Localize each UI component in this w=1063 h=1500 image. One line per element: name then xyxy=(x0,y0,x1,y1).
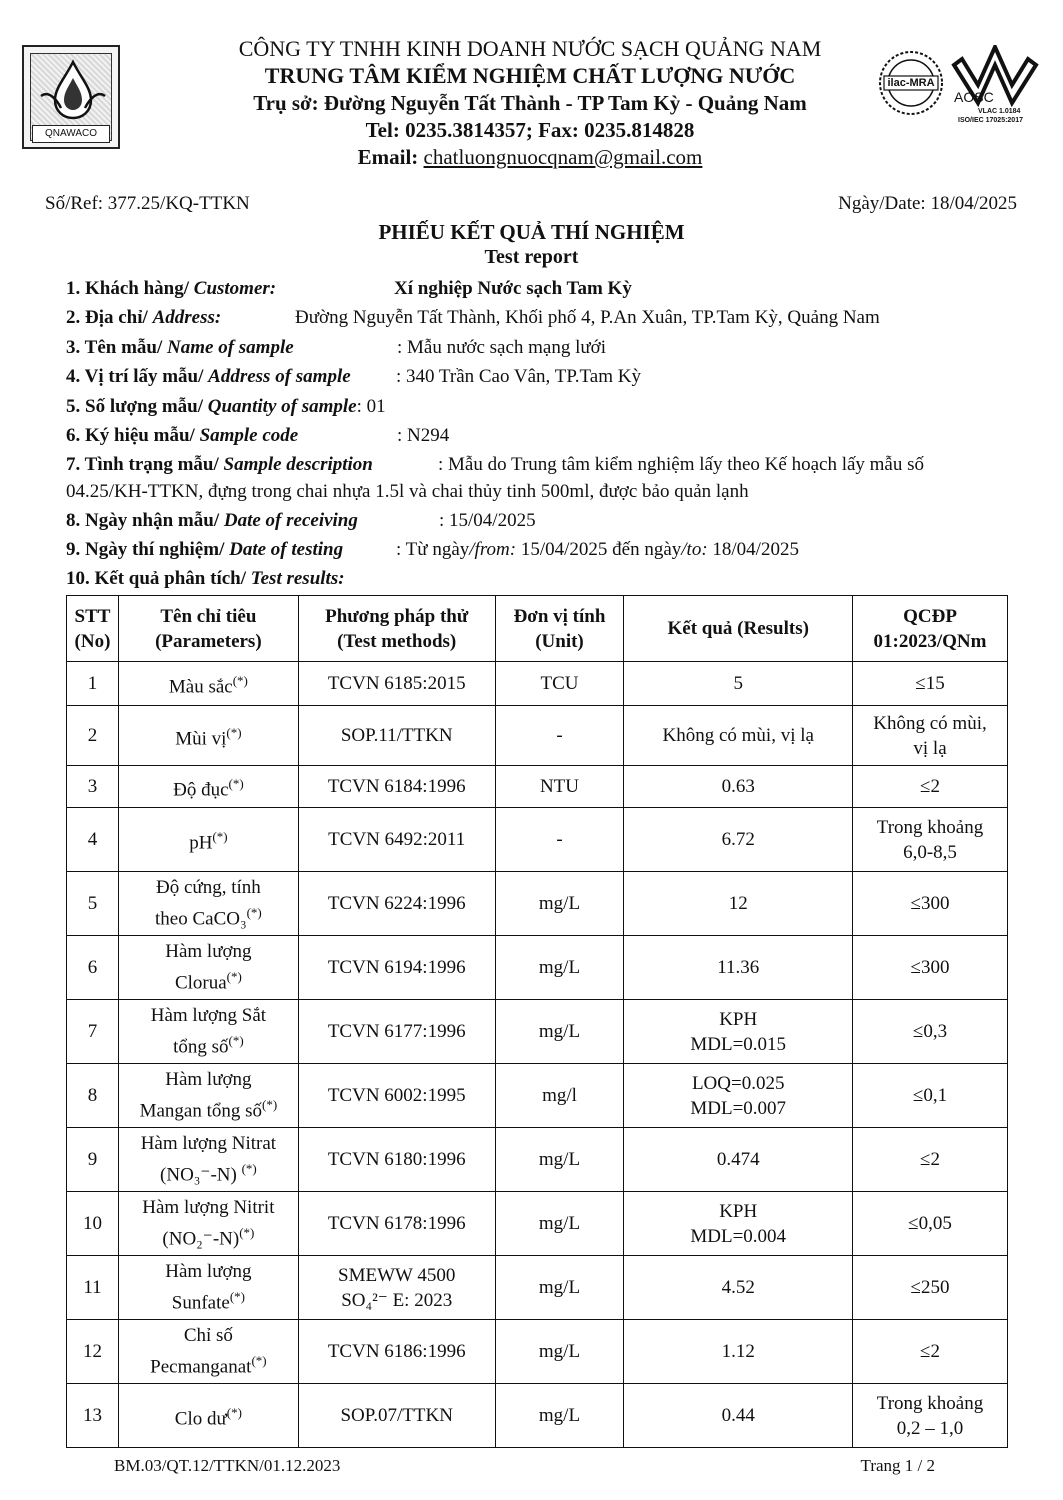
from-date: 15/04/2025 đến ngày xyxy=(516,539,682,560)
sample-address-value: : 340 Trần Cao Vân, TP.Tam Kỳ xyxy=(396,366,641,387)
header-text: STT xyxy=(74,605,111,627)
email-label: Email: xyxy=(357,145,424,169)
aosc-text: AOSC xyxy=(954,89,994,105)
report-title-en: Test report xyxy=(484,246,579,268)
cell-parameter-text: (*) xyxy=(232,672,248,688)
cell-method xyxy=(298,662,495,706)
cell-unit xyxy=(495,1192,624,1256)
table-row xyxy=(67,1192,1008,1256)
testing-date-label-en: Date of testing xyxy=(229,539,344,560)
cell-unit-text: NTU xyxy=(539,776,580,797)
cell-limit xyxy=(853,1256,1008,1320)
cell-result xyxy=(624,1384,853,1448)
cell-limit-text: ≤2 xyxy=(920,1149,940,1170)
customer-line xyxy=(66,278,632,300)
form-code: BM.03/QT.12/TTKN/01.12.2023 xyxy=(114,1456,341,1475)
cell-parameter-text: (*) xyxy=(228,775,244,791)
quantity-value: : 01 xyxy=(356,396,386,417)
cell-parameter-text: tổng số xyxy=(173,1036,229,1058)
cell-limit-text: Trong khoảng xyxy=(876,816,984,838)
quantity-line xyxy=(66,396,386,418)
customer-label: 1. Khách hàng/ xyxy=(66,278,194,299)
sample-name-label-en: Name of sample xyxy=(167,337,294,358)
email-line xyxy=(150,145,910,170)
table-row xyxy=(67,662,1008,706)
header-no xyxy=(67,596,119,662)
cell-parameter xyxy=(118,1064,298,1128)
cell-limit-text: ≤2 xyxy=(920,1341,940,1362)
cell-parameter-text: (*) xyxy=(229,1289,245,1305)
cell-parameter-text: (*) xyxy=(226,1404,242,1420)
cell-result xyxy=(624,1000,853,1064)
cell-parameter xyxy=(118,1384,298,1448)
cell-parameter-text: Clorua xyxy=(174,972,227,994)
cell-result-text: MDL=0.004 xyxy=(690,1225,787,1247)
header-methods xyxy=(298,596,495,662)
cell-parameter-text: (*) xyxy=(226,724,242,740)
cell-no xyxy=(67,1064,119,1128)
cell-parameter xyxy=(118,1000,298,1064)
address-label: 2. Địa chỉ/ xyxy=(66,307,153,328)
cell-result-text: Không có mùi, vị lạ xyxy=(662,725,814,746)
address-label-en: Address: xyxy=(152,307,222,328)
cell-unit-text: - xyxy=(556,725,563,746)
table-row xyxy=(67,706,1008,766)
header-text: Kết quả (Results) xyxy=(667,618,809,639)
cell-unit-text: - xyxy=(556,829,563,850)
cell-method xyxy=(298,766,495,808)
cell-no xyxy=(67,872,119,936)
cell-parameter xyxy=(118,1192,298,1256)
company-name: CÔNG TY TNHH KINH DOANH NƯỚC SẠCH QUẢNG NAM xyxy=(238,36,822,61)
receiving-date-line xyxy=(66,510,536,532)
address-value: Đường Nguyễn Tất Thành, Khối phố 4, P.An Xuân, TP.Tam Kỳ, Quảng Nam xyxy=(295,307,880,328)
ilac-text: ilac-MRA xyxy=(887,77,935,89)
receiving-date-label: 8. Ngày nhận mẫu/ xyxy=(66,510,224,531)
cell-method-text: SOP.11/TTKN xyxy=(340,725,453,746)
cell-unit xyxy=(495,936,624,1000)
cell-no xyxy=(67,1320,119,1384)
cell-unit-text: mg/L xyxy=(538,1149,581,1170)
cell-parameter xyxy=(118,1320,298,1384)
sample-description-cont: 04.25/KH-TTKN, đựng trong chai nhựa 1.5l và chai thủy tinh 500ml, được bảo quản lạnh xyxy=(66,481,749,502)
cell-result xyxy=(624,1320,853,1384)
table-row xyxy=(67,1256,1008,1320)
cell-unit-text: TCU xyxy=(540,673,579,694)
cell-result-text: LOQ=0.025 xyxy=(691,1072,785,1094)
cell-parameter-text: Sunfate xyxy=(171,1292,230,1314)
testing-date-label: 9. Ngày thí nghiệm/ xyxy=(66,539,230,560)
cell-result xyxy=(624,872,853,936)
cell-limit xyxy=(853,1384,1008,1448)
cell-parameter-text: Pecmanganat xyxy=(150,1356,252,1378)
from-prefix: : Từ ngày xyxy=(396,539,470,560)
cell-parameter-text: (NO₂⁻-N) xyxy=(162,1228,240,1250)
cell-no xyxy=(67,662,119,706)
cell-no xyxy=(67,808,119,872)
cell-no xyxy=(67,766,119,808)
cell-result xyxy=(624,766,853,808)
cell-parameter xyxy=(118,936,298,1000)
cell-unit-text: mg/L xyxy=(538,1341,581,1362)
cell-unit-text: mg/l xyxy=(542,1085,577,1106)
cell-limit-text: ≤0,05 xyxy=(908,1213,952,1234)
cell-parameter-text: Hàm lượng Nitrat xyxy=(140,1133,277,1155)
cell-no xyxy=(67,706,119,766)
cell-parameter xyxy=(118,872,298,936)
sample-description-label: 7. Tình trạng mẫu/ xyxy=(66,454,224,475)
cell-result-text: MDL=0.007 xyxy=(690,1097,787,1119)
address-line xyxy=(66,307,880,329)
cell-no xyxy=(67,936,119,1000)
cell-result-text: 0.474 xyxy=(716,1149,760,1170)
iso-text: ISO/IEC 17025:2017 xyxy=(958,117,1023,124)
receiving-date-label-en: Date of receiving xyxy=(223,510,358,531)
cell-result-text: 6.72 xyxy=(721,829,755,850)
cell-unit-text: mg/L xyxy=(538,1021,581,1042)
cell-limit-text: ≤300 xyxy=(910,957,950,978)
cell-no xyxy=(67,1384,119,1448)
cell-limit xyxy=(853,766,1008,808)
cell-method xyxy=(298,1000,495,1064)
cell-result xyxy=(624,1256,853,1320)
cell-unit xyxy=(495,1064,624,1128)
cell-result xyxy=(624,1128,853,1192)
cell-no-text: 5 xyxy=(87,893,98,914)
cell-result-text: 11.36 xyxy=(717,957,760,978)
table-row xyxy=(67,1128,1008,1192)
header-text: Phương pháp thử xyxy=(325,605,469,627)
cell-parameter-text: Hàm lượng xyxy=(165,1069,252,1091)
testing-date-line xyxy=(66,539,799,561)
cell-result xyxy=(624,706,853,766)
cell-method xyxy=(298,1128,495,1192)
cell-parameter-text: Chỉ số xyxy=(183,1325,233,1347)
cell-parameter-text: Mangan tổng số xyxy=(139,1100,263,1122)
cell-result-text: MDL=0.015 xyxy=(690,1033,787,1055)
cell-result xyxy=(624,808,853,872)
sample-code-label: 6. Ký hiệu mẫu/ xyxy=(66,425,200,446)
header-text: (Parameters) xyxy=(155,630,262,652)
to-label: /to: xyxy=(681,539,708,560)
cell-no-text: 12 xyxy=(82,1341,102,1362)
cell-parameter xyxy=(118,706,298,766)
table-row xyxy=(67,1064,1008,1128)
ref-number: Số/Ref: 377.25/KQ-TTKN xyxy=(45,193,250,214)
cell-limit-text: ≤250 xyxy=(910,1277,950,1298)
cell-result xyxy=(624,936,853,1000)
cell-parameter xyxy=(118,1128,298,1192)
header-standard xyxy=(853,596,1008,662)
cell-result-text: 0.63 xyxy=(721,776,755,797)
cell-limit-text: Không có mùi, xyxy=(873,712,987,734)
cell-unit-text: mg/L xyxy=(538,1213,581,1234)
company-logo xyxy=(22,45,120,149)
cell-method xyxy=(298,1256,495,1320)
cell-no-text: 1 xyxy=(87,673,98,694)
receiving-date-value: : 15/04/2025 xyxy=(439,510,536,531)
header-text: (Unit) xyxy=(535,630,584,652)
results-label: 10. Kết quả phân tích/ xyxy=(66,568,251,589)
table-row xyxy=(67,808,1008,872)
cell-limit xyxy=(853,1192,1008,1256)
cell-unit xyxy=(495,1128,624,1192)
header-results xyxy=(624,596,853,662)
cell-method xyxy=(298,706,495,766)
sample-name-label: 3. Tên mẫu/ xyxy=(66,337,168,358)
cell-parameter-text: (*) xyxy=(239,1225,255,1241)
cell-parameter xyxy=(118,766,298,808)
cell-limit-text: 0,2 – 1,0 xyxy=(896,1417,964,1439)
cell-limit-text: ≤0,3 xyxy=(912,1021,948,1042)
results-table xyxy=(66,595,1008,1448)
cell-parameter-text: Hàm lượng Nitrit xyxy=(142,1197,275,1219)
cell-limit xyxy=(853,1064,1008,1128)
head-office-address: Trụ sở: Đường Nguyễn Tất Thành - TP Tam Kỳ - Quảng Nam xyxy=(253,91,807,115)
cell-method xyxy=(298,936,495,1000)
cell-no-text: 11 xyxy=(83,1277,102,1298)
cell-limit-text: Trong khoảng xyxy=(876,1392,984,1414)
cell-limit xyxy=(853,1000,1008,1064)
cell-limit xyxy=(853,808,1008,872)
quantity-label: 5. Số lượng mẫu/ xyxy=(66,396,208,417)
cell-method-text: TCVN 6492:2011 xyxy=(328,829,466,850)
header-text: Đơn vị tính xyxy=(513,605,606,627)
customer-label-en: Customer: xyxy=(193,278,277,299)
sample-name-value: : Mẫu nước sạch mạng lưới xyxy=(397,337,607,358)
sample-code-line xyxy=(66,425,450,447)
table-row xyxy=(67,1320,1008,1384)
cell-unit xyxy=(495,1320,624,1384)
cell-limit-text: vị lạ xyxy=(913,737,947,759)
table-header-row xyxy=(67,596,1008,662)
sample-description-label-en: Sample description xyxy=(223,454,373,475)
header-unit xyxy=(495,596,624,662)
cell-parameter-text: pH xyxy=(189,832,213,854)
vlac-text: VLAC 1.0184 xyxy=(978,108,1021,115)
cell-parameter-text: (*) xyxy=(228,1033,244,1049)
cell-result-text: 4.52 xyxy=(721,1277,755,1298)
cell-no-text: 9 xyxy=(87,1149,98,1170)
to-date: 18/04/2025 xyxy=(707,539,799,560)
header-text: 01:2023/QNm xyxy=(873,630,987,652)
sample-address-line xyxy=(66,366,641,388)
table-row xyxy=(67,1000,1008,1064)
sample-address-label: 4. Vị trí lấy mẫu/ xyxy=(66,366,209,387)
logo-text: QNAWACO xyxy=(32,125,110,143)
cell-no-text: 4 xyxy=(87,829,98,850)
cell-parameter-text: theo CaCO₃ xyxy=(155,908,247,930)
cell-parameter-text: (*) xyxy=(251,1353,267,1369)
header-text: QCĐP xyxy=(903,605,957,627)
cell-unit-text: mg/L xyxy=(538,1405,581,1426)
cell-unit-text: mg/L xyxy=(538,893,581,914)
center-name: TRUNG TÂM KIỂM NGHIỆM CHẤT LƯỢNG NƯỚC xyxy=(264,63,796,88)
cell-parameter-text: Mùi vị xyxy=(175,728,227,750)
cell-no xyxy=(67,1128,119,1192)
quantity-label-en: Quantity of sample xyxy=(207,396,357,417)
cell-method xyxy=(298,1064,495,1128)
header-text: (Test methods) xyxy=(337,630,457,652)
email-link[interactable]: chatluongnuocqnam@gmail.com xyxy=(423,145,703,169)
cell-parameter-text: (*) xyxy=(226,969,242,985)
sample-code-label-en: Sample code xyxy=(199,425,299,446)
cell-parameter-text: (*) xyxy=(246,905,262,921)
cell-unit xyxy=(495,872,624,936)
cell-no xyxy=(67,1256,119,1320)
sample-description-value: : Mẫu do Trung tâm kiểm nghiệm lấy theo Kế hoạch lấy mẫu số xyxy=(438,454,925,475)
cell-result-text: 12 xyxy=(728,893,748,914)
cell-parameter-text: (*) xyxy=(212,828,228,844)
cell-no-text: 6 xyxy=(87,957,98,978)
sample-name-line xyxy=(66,337,607,359)
cell-result-text: 5 xyxy=(733,673,743,694)
cell-no xyxy=(67,1192,119,1256)
cell-parameter-text: (*) xyxy=(262,1097,278,1113)
results-heading xyxy=(66,568,345,590)
cell-limit xyxy=(853,872,1008,936)
cell-method-text: SOP.07/TTKN xyxy=(340,1405,453,1426)
cell-method-text: TCVN 6178:1996 xyxy=(327,1213,466,1234)
testing-date-value xyxy=(396,539,799,561)
report-title: PHIẾU KẾT QUẢ THÍ NGHIỆM xyxy=(378,220,685,244)
cell-parameter-text: Độ đục xyxy=(173,779,229,801)
table-body xyxy=(67,662,1008,1448)
cell-parameter-text: Hàm lượng xyxy=(165,941,252,963)
cell-method-text: TCVN 6224:1996 xyxy=(327,893,466,914)
cell-method-text: TCVN 6186:1996 xyxy=(327,1341,466,1362)
cell-limit xyxy=(853,936,1008,1000)
cell-result-text: KPH xyxy=(719,1200,758,1222)
cell-no-text: 10 xyxy=(82,1213,102,1234)
cell-unit xyxy=(495,1000,624,1064)
cell-unit xyxy=(495,1384,624,1448)
cell-result xyxy=(624,1064,853,1128)
cell-parameter-text: (NO₃⁻-N) xyxy=(160,1164,242,1186)
cell-limit xyxy=(853,1128,1008,1192)
sample-code-value: : N294 xyxy=(397,425,450,446)
cell-method xyxy=(298,1384,495,1448)
cell-unit xyxy=(495,766,624,808)
from-label: /from: xyxy=(469,539,517,560)
cell-method-text: TCVN 6194:1996 xyxy=(327,957,466,978)
results-label-en: Test results: xyxy=(250,568,345,589)
water-drop-icon xyxy=(31,56,115,126)
cell-parameter-text: Màu sắc xyxy=(168,676,233,698)
table-row xyxy=(67,1384,1008,1448)
cell-method-text: TCVN 6002:1995 xyxy=(327,1085,466,1106)
cell-parameter-text: Hàm lượng xyxy=(165,1261,252,1283)
cell-limit-text: ≤0,1 xyxy=(912,1085,948,1106)
cell-method-text: TCVN 6177:1996 xyxy=(327,1021,466,1042)
cell-method xyxy=(298,1320,495,1384)
sample-description-line xyxy=(66,454,925,476)
cell-method-text: SO₄²⁻ E: 2023 xyxy=(341,1289,453,1311)
cell-result xyxy=(624,1192,853,1256)
cell-method-text: TCVN 6180:1996 xyxy=(327,1149,466,1170)
cell-no-text: 2 xyxy=(87,725,98,746)
cell-no-text: 13 xyxy=(82,1405,102,1426)
cell-method-text: TCVN 6184:1996 xyxy=(327,776,466,797)
cell-result-text: KPH xyxy=(719,1008,758,1030)
report-date: Ngày/Date: 18/04/2025 xyxy=(838,193,1017,214)
cell-parameter-text: (*) xyxy=(241,1161,257,1177)
cell-limit-text: ≤2 xyxy=(920,776,940,797)
cell-limit-text: ≤15 xyxy=(915,673,945,694)
cell-parameter xyxy=(118,1256,298,1320)
cell-unit-text: mg/L xyxy=(538,1277,581,1298)
cell-result xyxy=(624,662,853,706)
cell-unit xyxy=(495,706,624,766)
cell-no-text: 8 xyxy=(87,1085,98,1106)
cell-parameter-text: Độ cứng, tính xyxy=(156,877,261,899)
cell-method xyxy=(298,1192,495,1256)
cell-limit xyxy=(853,1320,1008,1384)
cell-unit xyxy=(495,808,624,872)
cell-parameter xyxy=(118,808,298,872)
cell-limit xyxy=(853,662,1008,706)
cell-method-text: SMEWW 4500 xyxy=(338,1264,456,1286)
ilac-mra-logo xyxy=(876,45,946,125)
cell-method xyxy=(298,808,495,872)
phone-fax: Tel: 0235.3814357; Fax: 0235.814828 xyxy=(365,118,695,142)
cell-result-text: 1.12 xyxy=(721,1341,755,1362)
cell-no xyxy=(67,1000,119,1064)
cell-unit xyxy=(495,1256,624,1320)
cell-method xyxy=(298,872,495,936)
sample-address-label-en: Address of sample xyxy=(208,366,351,387)
cell-no-text: 3 xyxy=(87,776,98,797)
cell-unit-text: mg/L xyxy=(538,957,581,978)
header-text: (No) xyxy=(74,630,111,652)
cell-parameter xyxy=(118,662,298,706)
header-text: Tên chỉ tiêu xyxy=(160,605,257,627)
table-row xyxy=(67,872,1008,936)
table-row xyxy=(67,766,1008,808)
cell-limit-text: ≤300 xyxy=(910,893,950,914)
cell-method-text: TCVN 6185:2015 xyxy=(327,673,466,694)
cell-limit xyxy=(853,706,1008,766)
cell-unit xyxy=(495,662,624,706)
table-row xyxy=(67,936,1008,1000)
cell-parameter-text: Clo dư xyxy=(174,1408,227,1430)
customer-value: Xí nghiệp Nước sạch Tam Kỳ xyxy=(394,278,632,299)
cell-limit-text: 6,0-8,5 xyxy=(903,841,957,863)
cell-result-text: 0.44 xyxy=(721,1405,755,1426)
header-parameters xyxy=(118,596,298,662)
cell-no-text: 7 xyxy=(87,1021,98,1042)
aosc-logo xyxy=(950,45,1040,135)
page-number: Trang 1 / 2 xyxy=(860,1456,935,1475)
cell-parameter-text: Hàm lượng Sắt xyxy=(150,1005,267,1027)
